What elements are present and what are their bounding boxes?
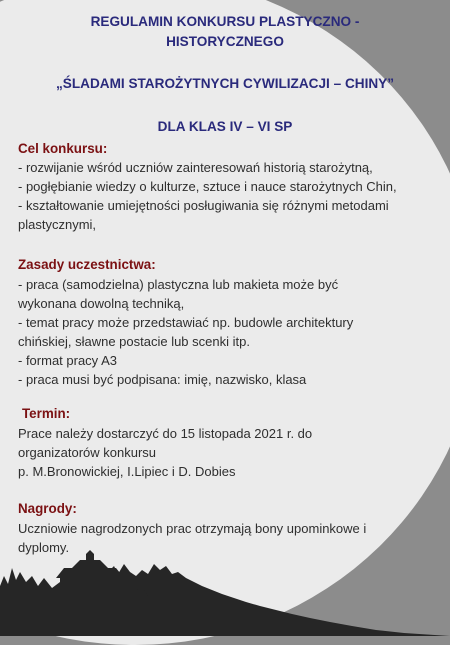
rules-line: wykonana dowolną techniką, xyxy=(18,296,185,311)
rules-line: chińskiej, sławne postacie lub scenki itp. xyxy=(18,334,250,349)
deadline-line: p. M.Bronowickiej, I.Lipiec i D. Dobies xyxy=(18,464,236,479)
rules-line: - format pracy A3 xyxy=(18,353,117,368)
deadline-line: organizatorów konkursu xyxy=(18,445,157,460)
goals-line: - pogłębianie wiedzy o kulturze, sztuce i nauce starożytnych Chin, xyxy=(18,179,397,194)
rules-line: - praca musi być podpisana: imię, nazwisko, klasa xyxy=(18,372,307,387)
title-line-1: REGULAMIN KONKURSU PLASTYCZNO - xyxy=(90,14,360,29)
goals-heading: Cel konkursu: xyxy=(18,141,108,156)
goals-list xyxy=(18,158,438,234)
rules-list xyxy=(18,275,438,389)
deadline-heading: Termin: xyxy=(22,406,71,421)
deadline-text xyxy=(18,424,438,481)
deadline-line: Prace należy dostarczyć do 15 listopada 2021 r. do xyxy=(18,426,313,441)
awards-heading: Nagrody: xyxy=(18,501,77,516)
title-line-2: HISTORYCZNEGO xyxy=(166,34,284,49)
target-classes: DLA KLAS IV – VI SP xyxy=(157,119,293,134)
awards-line: Uczniowie nagrodzonych prac otrzymają bony upominkowe i xyxy=(18,521,367,536)
competition-theme: „ŚLADAMI STAROŻYTNYCH CYWILIZACJI – CHINY” xyxy=(55,76,395,91)
awards-text xyxy=(18,519,438,557)
goals-line: - kształtowanie umiejętności posługiwania się różnymi metodami xyxy=(18,198,389,213)
awards-line: dyplomy. xyxy=(18,540,70,555)
goals-line: plastycznymi, xyxy=(18,217,97,232)
rules-line: - temat pracy może przedstawiać np. budowle architektury xyxy=(18,315,354,330)
rules-line: - praca (samodzielna) plastyczna lub makieta może być xyxy=(18,277,339,292)
goals-line: - rozwijanie wśród uczniów zainteresowań historią starożytną, xyxy=(18,160,373,175)
rules-heading: Zasady uczestnictwa: xyxy=(18,257,156,272)
